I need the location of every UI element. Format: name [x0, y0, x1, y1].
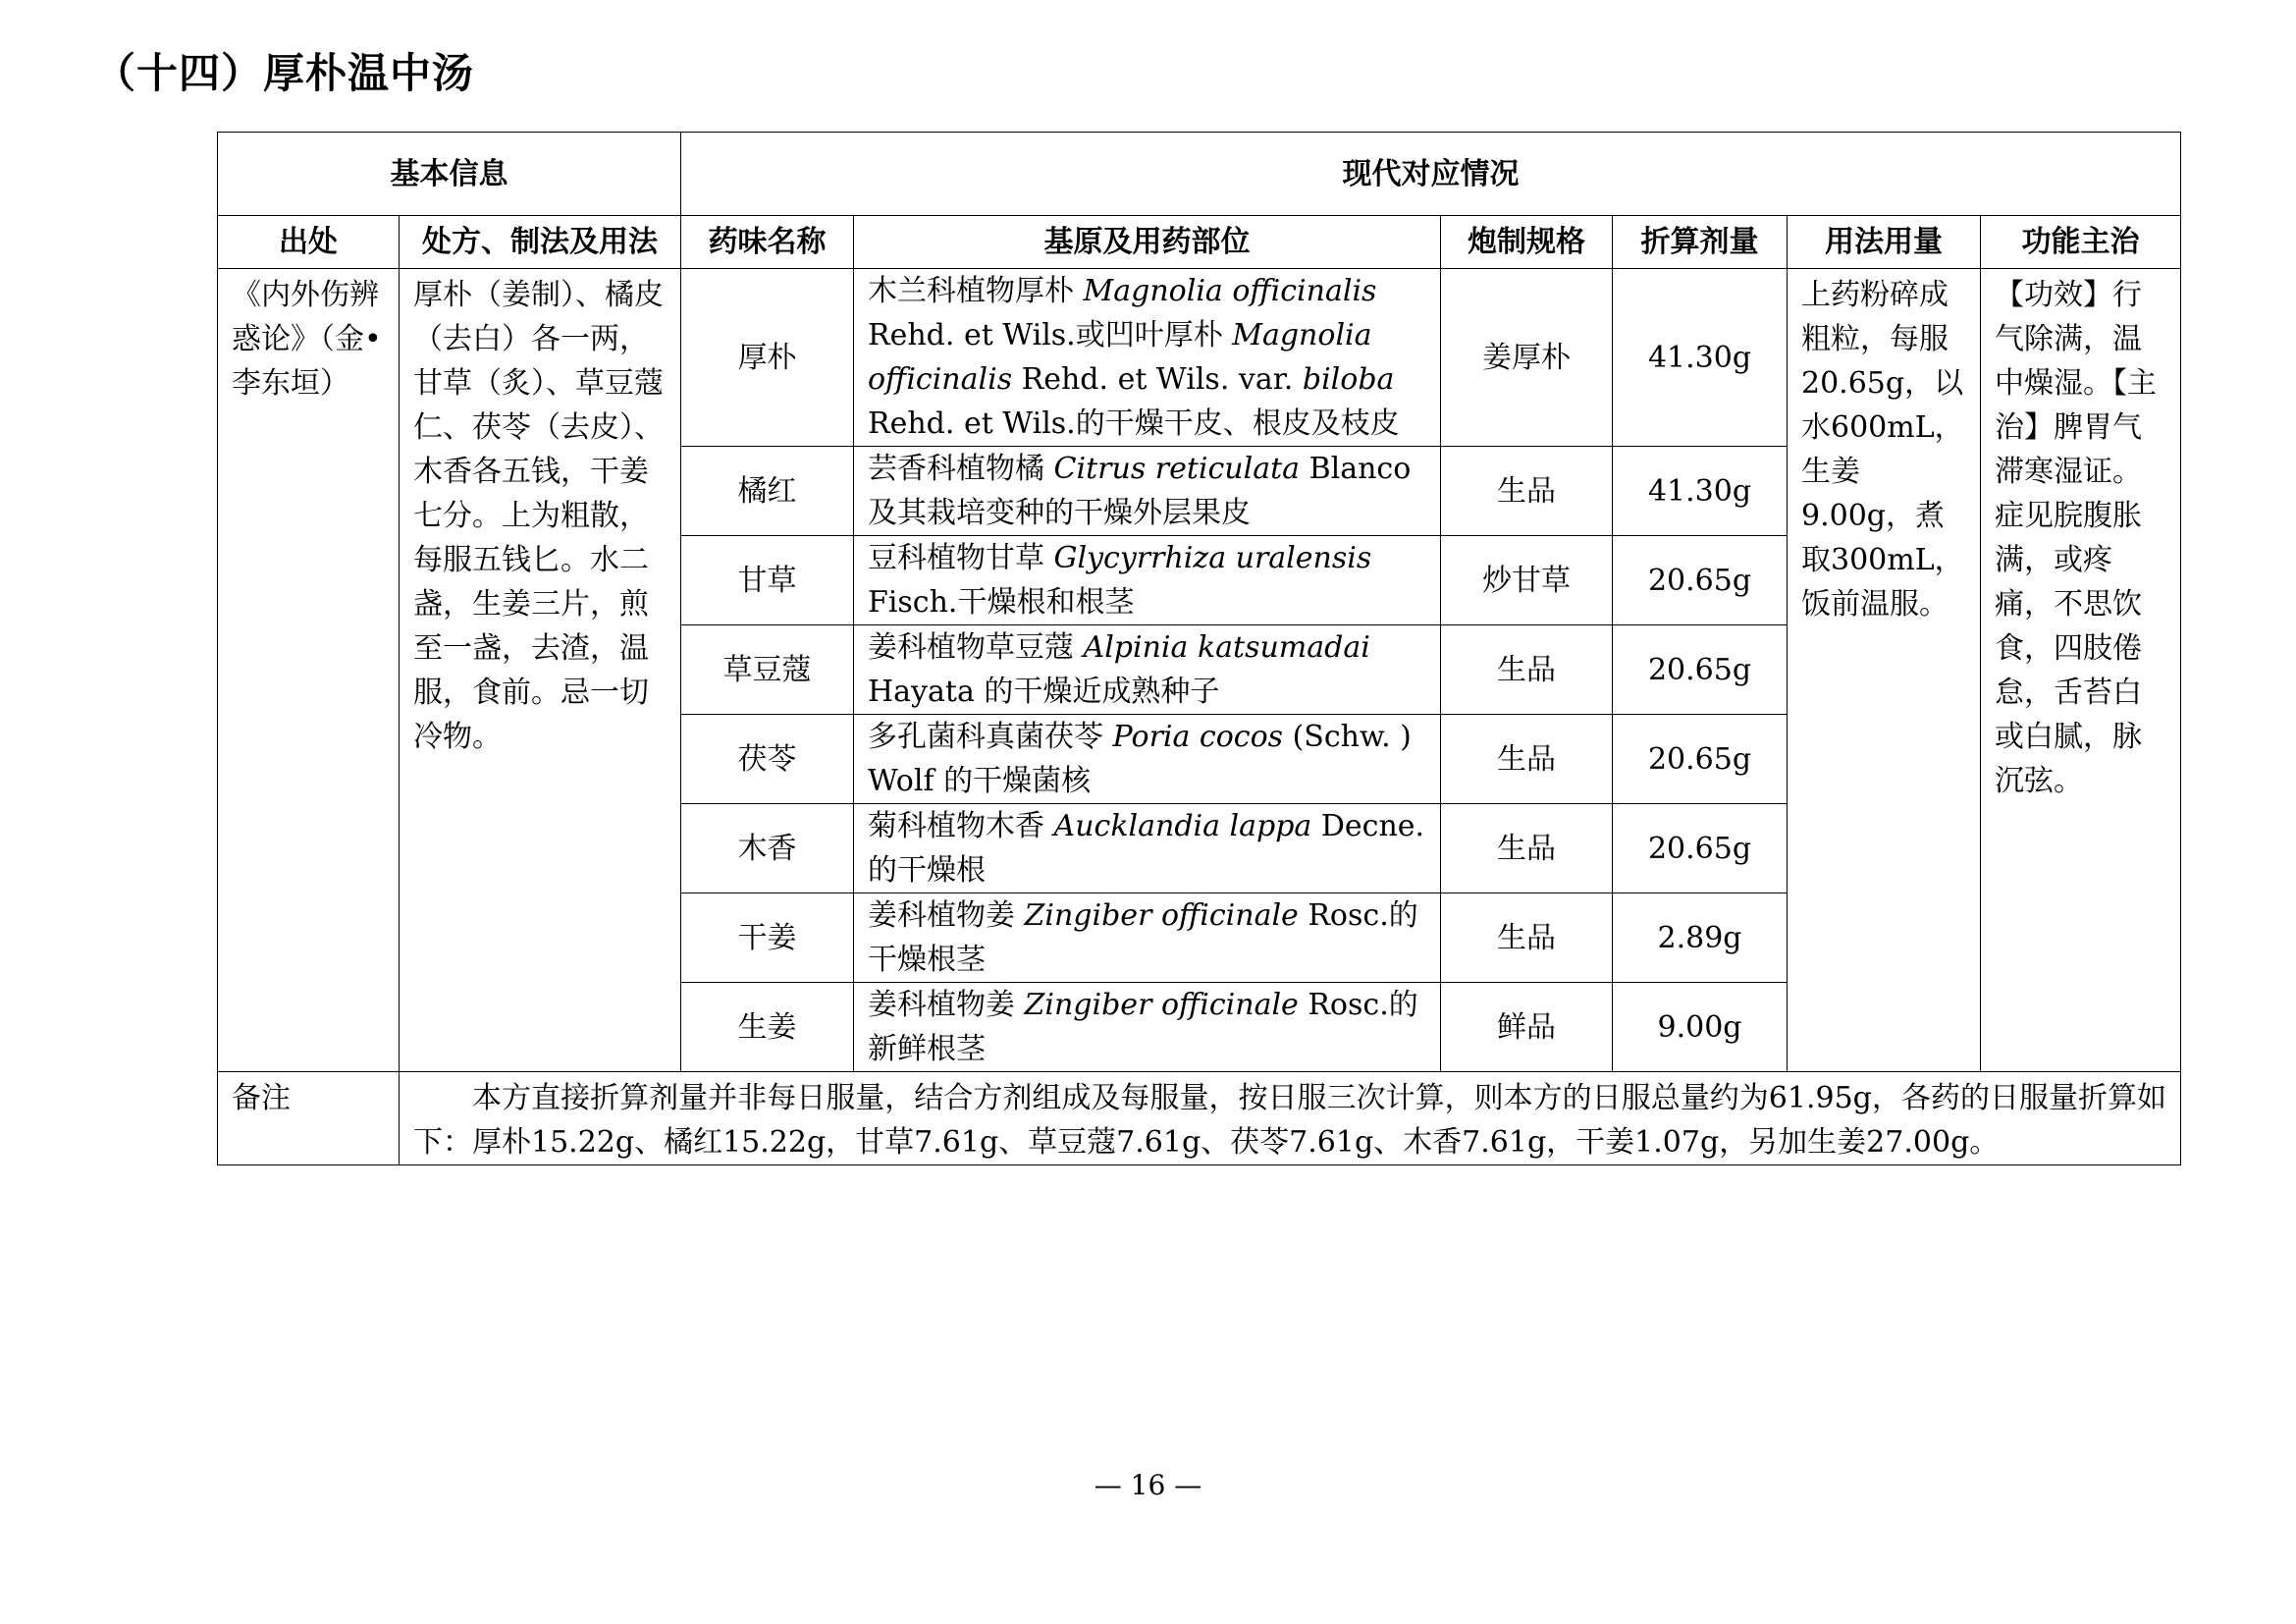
page-number: — 16 — — [1094, 1469, 1202, 1501]
header-function: 功能主治 — [1981, 216, 2181, 269]
herb-name: 厚朴 — [681, 269, 854, 447]
note-row — [218, 1072, 2181, 1165]
herb-dose: 41.30g — [1613, 269, 1788, 447]
herb-dose: 9.00g — [1613, 983, 1788, 1072]
herb-origin: 豆科植物甘草 Glycyrrhiza uralensis Fisch.干燥根和根茎 — [854, 536, 1441, 625]
header-prescription: 处方、制法及用法 — [400, 216, 681, 269]
herb-origin: 姜科植物姜 Zingiber officinale Rosc.的新鲜根茎 — [854, 983, 1441, 1072]
herb-origin: 木兰科植物厚朴 Magnolia officinalis Rehd. et Wils.或凹叶厚朴 Magnolia officinalis Rehd. et Wils. var. biloba Rehd. et Wils.的干燥干皮、根皮及枝皮 — [854, 269, 1441, 447]
header-dose: 折算剂量 — [1613, 216, 1788, 269]
herb-processing: 鲜品 — [1441, 983, 1613, 1072]
herb-name: 干姜 — [681, 893, 854, 983]
herb-processing: 生品 — [1441, 625, 1613, 715]
herb-processing: 生品 — [1441, 804, 1613, 893]
source-cell: 《内外伤辨惑论》（金•李东垣） — [218, 269, 400, 1072]
herb-dose: 20.65g — [1613, 715, 1788, 804]
herb-origin: 菊科植物木香 Aucklandia lappa Decne.的干燥根 — [854, 804, 1441, 893]
herb-name: 橘红 — [681, 447, 854, 536]
herb-name: 茯苓 — [681, 715, 854, 804]
herb-dose: 20.65g — [1613, 625, 1788, 715]
header-source: 出处 — [218, 216, 400, 269]
herb-name: 甘草 — [681, 536, 854, 625]
note-label: 备注 — [218, 1072, 400, 1165]
formula-table — [217, 132, 2181, 1165]
herb-processing: 生品 — [1441, 447, 1613, 536]
herb-dose: 2.89g — [1613, 893, 1788, 983]
page-title: （十四）厚朴温中汤 — [94, 49, 475, 97]
herb-dose: 20.65g — [1613, 804, 1788, 893]
header-processing: 炮制规格 — [1441, 216, 1613, 269]
herb-processing: 姜厚朴 — [1441, 269, 1613, 447]
header-usage: 用法用量 — [1788, 216, 1981, 269]
function-cell: 【功效】行气除满，温中燥湿。【主治】脾胃气滞寒湿证。症见脘腹胀满，或疼痛，不思饮食，四肢倦怠，舌苔白或白腻，脉沉弦。 — [1981, 269, 2181, 1072]
herb-dose: 20.65g — [1613, 536, 1788, 625]
header-basic-info: 基本信息 — [218, 133, 681, 216]
herb-row — [218, 269, 2181, 447]
herb-name: 生姜 — [681, 983, 854, 1072]
herb-name: 木香 — [681, 804, 854, 893]
herb-processing: 炒甘草 — [1441, 536, 1613, 625]
header-herb-name: 药味名称 — [681, 216, 854, 269]
herb-origin: 姜科植物姜 Zingiber officinale Rosc.的干燥根茎 — [854, 893, 1441, 983]
header-modern: 现代对应情况 — [681, 133, 2181, 216]
herb-name: 草豆蔻 — [681, 625, 854, 715]
header-origin: 基原及用药部位 — [854, 216, 1441, 269]
usage-cell: 上药粉碎成粗粒，每服20.65g，以水600mL，生姜9.00g，煮取300mL，饭前温服。 — [1788, 269, 1981, 1072]
herb-processing: 生品 — [1441, 893, 1613, 983]
herb-origin: 芸香科植物橘 Citrus reticulata Blanco 及其栽培变种的干燥外层果皮 — [854, 447, 1441, 536]
herb-dose: 41.30g — [1613, 447, 1788, 536]
note-text: 本方直接折算剂量并非每日服量，结合方剂组成及每服量，按日服三次计算，则本方的日服总量约为61.95g，各药的日服量折算如下：厚朴15.22g、橘红15.22g，甘草7.61g、草豆蔻7.61g、茯苓7.61g、木香7.61g，干姜1.07g，另加生姜27.00g。 — [400, 1072, 2181, 1165]
herb-processing: 生品 — [1441, 715, 1613, 804]
herb-origin: 姜科植物草豆蔻 Alpinia katsumadai Hayata 的干燥近成熟种子 — [854, 625, 1441, 715]
prescription-cell: 厚朴（姜制）、橘皮（去白）各一两，甘草（炙）、草豆蔻仁、茯苓（去皮）、木香各五钱，干姜七分。上为粗散，每服五钱匕。水二盏，生姜三片，煎至一盏，去渣，温服，食前。忌一切冷物。 — [400, 269, 681, 1072]
herb-origin: 多孔菌科真菌茯苓 Poria cocos (Schw. ) Wolf 的干燥菌核 — [854, 715, 1441, 804]
